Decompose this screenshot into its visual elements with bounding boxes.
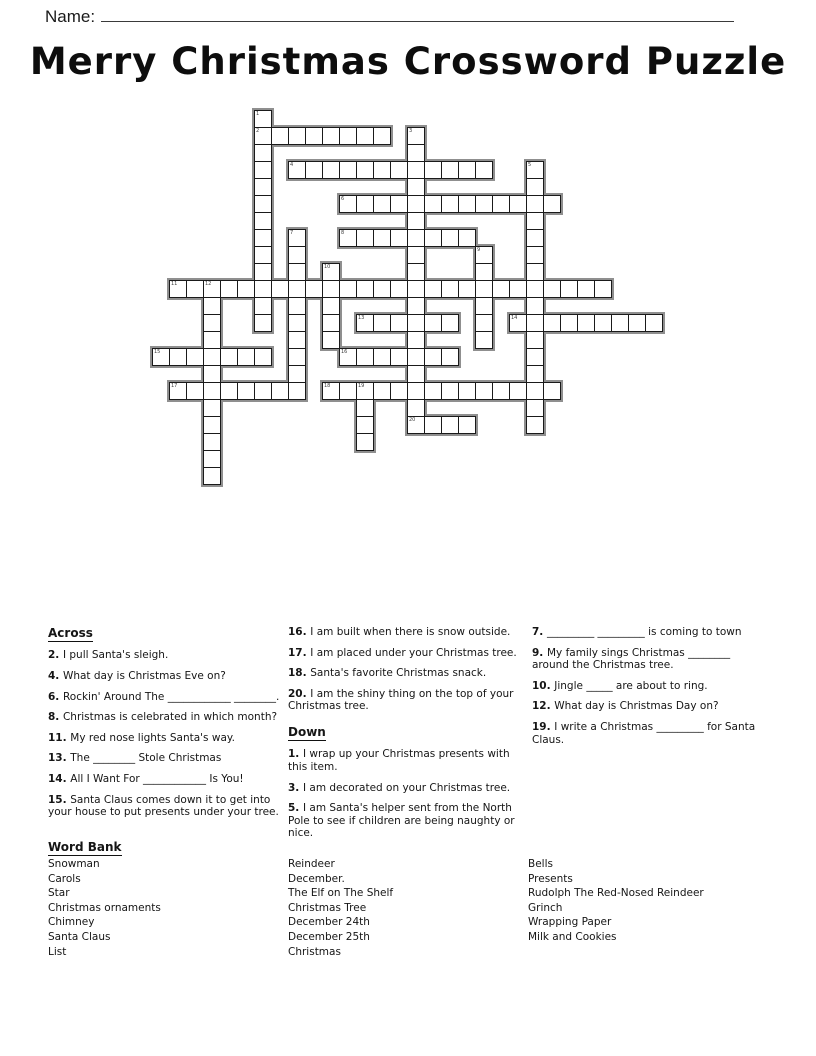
grid-cell [509,195,527,213]
grid-cell [356,314,374,332]
clue-number: 8. [48,711,63,724]
cell-number-17: 17 [171,383,178,389]
grid-cell [492,382,510,400]
cell-number-3: 3 [409,128,413,134]
grid-cell [339,127,357,145]
grid-cell [220,348,238,366]
grid-cell [407,195,425,213]
grid-cell [254,161,272,179]
grid-cell [237,348,255,366]
clue-number: 17. [288,646,311,659]
grid-cell [356,382,374,400]
clue-item-12: 12. What day is Christmas Day on? [532,700,719,713]
grid-cell [407,263,425,281]
grid-cell [356,433,374,451]
grid-cell [475,195,493,213]
grid-cell [424,229,442,247]
name-label: Name: [45,7,96,26]
word-bank-item: December 25th [288,930,370,943]
clue-number: 15. [48,793,71,806]
grid-cell [288,314,306,332]
grid-cell [458,416,476,434]
grid-cell [441,314,459,332]
grid-cell [407,314,425,332]
grid-cell [356,195,374,213]
grid-cell [237,382,255,400]
grid-cell [288,246,306,264]
clue-number: 6. [48,690,63,703]
grid-cell [305,127,323,145]
grid-cell [390,280,408,298]
grid-cell [322,161,340,179]
grid-cell [475,280,493,298]
grid-cell [560,314,578,332]
grid-cell [424,348,442,366]
grid-cell [441,348,459,366]
clue-column-middle [288,626,526,848]
clue-number: 4. [48,669,63,682]
word-bank-item: Christmas Tree [288,901,367,914]
cell-number-2: 2 [256,128,260,134]
grid-cell [407,161,425,179]
grid-cell [526,314,544,332]
word-bank-item: Christmas ornaments [48,901,161,914]
clue-item-4: 4. What day is Christmas Eve on? [48,669,226,682]
grid-cell [458,280,476,298]
name-blank-line [101,6,734,22]
grid-cell [339,229,357,247]
grid-cell [254,314,272,332]
grid-cell [526,195,544,213]
grid-cell [305,161,323,179]
grid-cell [407,178,425,196]
grid-cell [441,280,459,298]
clue-item-2: 2. I pull Santa's sleigh. [48,649,169,662]
grid-cell [424,416,442,434]
grid-cell [339,348,357,366]
grid-cell [441,229,459,247]
grid-cell [169,280,187,298]
cell-number-7: 7 [290,230,294,236]
clue-item-1: 1. I wrap up your Christmas presents with this item. [288,748,510,773]
clue-item-15: 15. Santa Claus comes down it to get into your house to put presents under your tree. [48,793,279,819]
clue-item-13: 13. The ________ Stole Christmas [48,752,222,765]
grid-cell [526,416,544,434]
cell-number-19: 19 [358,383,365,389]
grid-cell [424,195,442,213]
word-bank-column-3 [528,857,768,945]
grid-cell [186,382,204,400]
grid-cell [339,280,357,298]
grid-cell [322,127,340,145]
cell-number-6: 6 [341,196,345,202]
grid-cell [203,450,221,468]
grid-cell [543,314,561,332]
grid-cell [458,195,476,213]
grid-cell [288,161,306,179]
grid-cell [407,382,425,400]
grid-cell [390,161,408,179]
grid-cell [526,178,544,196]
word-bank-item: Wrapping Paper [528,916,612,929]
grid-cell [288,229,306,247]
grid-cell [492,280,510,298]
grid-cell [390,229,408,247]
grid-cell [441,382,459,400]
grid-cell [203,280,221,298]
cell-number-8: 8 [341,230,345,236]
name-row [45,6,734,27]
grid-cell [254,178,272,196]
word-bank-item: Chimney [48,916,95,929]
grid-cell [560,280,578,298]
across-clue-list-continued [288,626,526,713]
grid-cell [356,229,374,247]
grid-cell [288,127,306,145]
word-bank-heading: Word Bank [48,840,122,854]
cell-number-5: 5 [528,162,532,168]
grid-cell [322,331,340,349]
grid-cell [254,348,272,366]
grid-cell [543,280,561,298]
grid-cell [169,382,187,400]
grid-cell [526,399,544,417]
clue-number: 13. [48,752,71,765]
grid-cell [254,212,272,230]
across-heading: Across [48,626,93,642]
cell-number-18: 18 [324,383,331,389]
clue-column-right [532,626,764,754]
grid-cell [373,127,391,145]
down-clue-list-continued [532,626,764,746]
grid-cell [526,365,544,383]
grid-cell [458,161,476,179]
grid-cell [390,348,408,366]
grid-cell [577,280,595,298]
grid-cell [203,297,221,315]
grid-cell [254,110,272,128]
grid-cell [390,195,408,213]
grid-cell [424,280,442,298]
clue-number: 16. [288,626,311,638]
grid-cell [203,382,221,400]
grid-cell [526,331,544,349]
grid-cell [543,382,561,400]
grid-cell [288,297,306,315]
clue-item-19: 19. I write a Christmas _________ for Santa Claus. [532,720,756,746]
grid-cell [254,263,272,281]
clue-item-18: 18. Santa's favorite Christmas snack. [288,667,487,680]
grid-cell [407,144,425,162]
cell-number-4: 4 [290,162,294,168]
cell-number-12: 12 [205,281,212,287]
word-bank-item: Carols [48,872,81,885]
grid-cell [254,144,272,162]
clue-item-16: 16. I am built when there is snow outside. [288,626,511,638]
grid-cell [492,195,510,213]
clue-number: 5. [288,802,303,815]
grid-cell [288,331,306,349]
grid-cell [220,280,238,298]
grid-cell [169,348,187,366]
grid-cell [373,314,391,332]
grid-cell [424,382,442,400]
grid-cell [628,314,646,332]
clue-number: 11. [48,731,71,744]
grid-cell [543,195,561,213]
clue-number: 2. [48,649,63,662]
clue-column-left [48,626,286,827]
grid-cell [475,246,493,264]
clue-number: 9. [532,646,547,659]
grid-cell [526,280,544,298]
grid-cell [424,161,442,179]
clue-number: 12. [532,700,555,713]
grid-cell [407,365,425,383]
grid-cell [271,382,289,400]
grid-cell [475,331,493,349]
grid-cell [577,314,595,332]
clue-item-8: 8. Christmas is celebrated in which month? [48,711,278,724]
grid-cell [407,127,425,145]
grid-cell [611,314,629,332]
clue-number: 10. [532,679,555,692]
grid-cell [458,382,476,400]
grid-cell [373,161,391,179]
grid-cell [152,348,170,366]
grid-cell [407,280,425,298]
grid-cell [373,229,391,247]
grid-cell [645,314,663,332]
grid-cell [305,280,323,298]
grid-cell [254,195,272,213]
word-bank-item: Christmas [288,945,341,958]
grid-cell [475,382,493,400]
grid-cell [407,348,425,366]
grid-cell [475,161,493,179]
clue-item-20: 20. I am the shiny thing on the top of your Christmas tree. [288,687,514,713]
grid-cell [509,280,527,298]
grid-cell [526,263,544,281]
grid-cell [407,212,425,230]
clue-number: 7. [532,626,547,638]
grid-cell [594,314,612,332]
clue-number: 18. [288,667,311,680]
grid-cell [254,246,272,264]
grid-cell [271,127,289,145]
grid-cell [526,348,544,366]
grid-cell [407,229,425,247]
grid-cell [356,127,374,145]
clue-item-14: 14. All I Want For ____________ Is You! [48,772,244,785]
word-bank-item: Santa Claus [48,930,111,943]
grid-cell [339,382,357,400]
grid-cell [322,280,340,298]
cell-number-1: 1 [256,111,260,117]
cell-number-13: 13 [358,315,365,321]
cell-number-10: 10 [324,264,331,270]
grid-cell [424,314,442,332]
grid-cell [390,314,408,332]
down-heading: Down [288,725,326,741]
clue-number: 20. [288,687,311,700]
grid-cell [288,280,306,298]
grid-cell [526,297,544,315]
grid-cell [288,365,306,383]
grid-cell [475,314,493,332]
clue-item-9: 9. My family sings Christmas ________ around the Christmas tree. [532,646,731,672]
word-bank-item: Bells [528,858,553,870]
grid-cell [407,399,425,417]
grid-cell [339,195,357,213]
word-bank-item: List [48,945,67,958]
grid-cell [322,314,340,332]
grid-cell [203,331,221,349]
grid-cell [186,280,204,298]
grid-cell [390,382,408,400]
word-bank-item: Presents [528,872,573,885]
clue-item-10: 10. Jingle _____ are about to ring. [532,679,708,692]
grid-cell [254,229,272,247]
clue-item-7: 7. _________ _________ is coming to town [532,626,742,638]
grid-cell [322,297,340,315]
grid-cell [203,348,221,366]
grid-cell [356,399,374,417]
grid-cell [356,280,374,298]
word-bank-item: Star [48,887,70,900]
word-bank-item: The Elf on The Shelf [288,887,394,900]
grid-cell [407,246,425,264]
grid-cell [356,348,374,366]
grid-cell [526,212,544,230]
grid-cell [475,263,493,281]
clue-number: 14. [48,772,71,785]
grid-cell [254,127,272,145]
grid-cell [203,365,221,383]
grid-cell [203,399,221,417]
word-bank-item: Rudolph The Red-Nosed Reindeer [528,887,704,900]
clue-number: 1. [288,748,303,761]
grid-cell [475,297,493,315]
grid-cell [254,382,272,400]
cell-number-16: 16 [341,349,348,355]
grid-cell [203,416,221,434]
cell-number-11: 11 [171,281,178,287]
clue-item-5: 5. I am Santa's helper sent from the North Pole to see if children are being naughty or nice. [288,802,515,840]
clue-item-17: 17. I am placed under your Christmas tree. [288,646,517,659]
word-bank-item: December. [288,872,345,885]
grid-cell [203,314,221,332]
grid-cell [373,195,391,213]
clue-number: 3. [288,781,303,794]
grid-cell [339,161,357,179]
grid-cell [220,382,238,400]
grid-cell [441,161,459,179]
clue-number: 19. [532,720,555,733]
grid-cell [373,280,391,298]
grid-cell [407,416,425,434]
word-bank-item: Milk and Cookies [528,930,617,943]
cell-number-9: 9 [477,247,481,253]
grid-cell [509,382,527,400]
grid-cell [441,195,459,213]
word-bank-column-1 [48,857,278,959]
grid-cell [458,229,476,247]
grid-cell [356,161,374,179]
clue-item-3: 3. I am decorated on your Christmas tree. [288,781,511,794]
grid-cell [509,314,527,332]
down-clue-list [288,748,526,840]
grid-cell [526,161,544,179]
grid-cell [254,297,272,315]
word-bank-item: Grinch [528,901,563,914]
grid-cell [203,467,221,485]
cell-number-15: 15 [154,349,161,355]
cell-number-20: 20 [409,417,416,423]
grid-cell [407,331,425,349]
word-bank-item: December 24th [288,916,370,929]
grid-cell [271,280,289,298]
grid-cell [288,348,306,366]
grid-cell [237,280,255,298]
grid-cell [407,297,425,315]
word-bank-item: Reindeer [288,858,335,870]
clue-item-11: 11. My red nose lights Santa's way. [48,731,235,744]
grid-cell [526,229,544,247]
grid-cell [186,348,204,366]
cell-number-14: 14 [511,315,518,321]
grid-cell [594,280,612,298]
grid-cell [203,433,221,451]
grid-cell [254,280,272,298]
grid-cell [373,382,391,400]
grid-cell [526,246,544,264]
word-bank-column-2 [288,857,518,959]
grid-cell [322,382,340,400]
across-clue-list [48,649,286,818]
grid-cell [526,382,544,400]
grid-cell [356,416,374,434]
clue-item-6: 6. Rockin' Around The ____________ ________. [48,690,280,703]
grid-cell [288,263,306,281]
page-title: Merry Christmas Crossword Puzzle [29,40,787,83]
grid-cell [441,416,459,434]
word-bank-item: Snowman [48,858,100,870]
crossword-grid [152,110,664,486]
grid-cell [373,348,391,366]
grid-cell [322,263,340,281]
grid-cell [288,382,306,400]
